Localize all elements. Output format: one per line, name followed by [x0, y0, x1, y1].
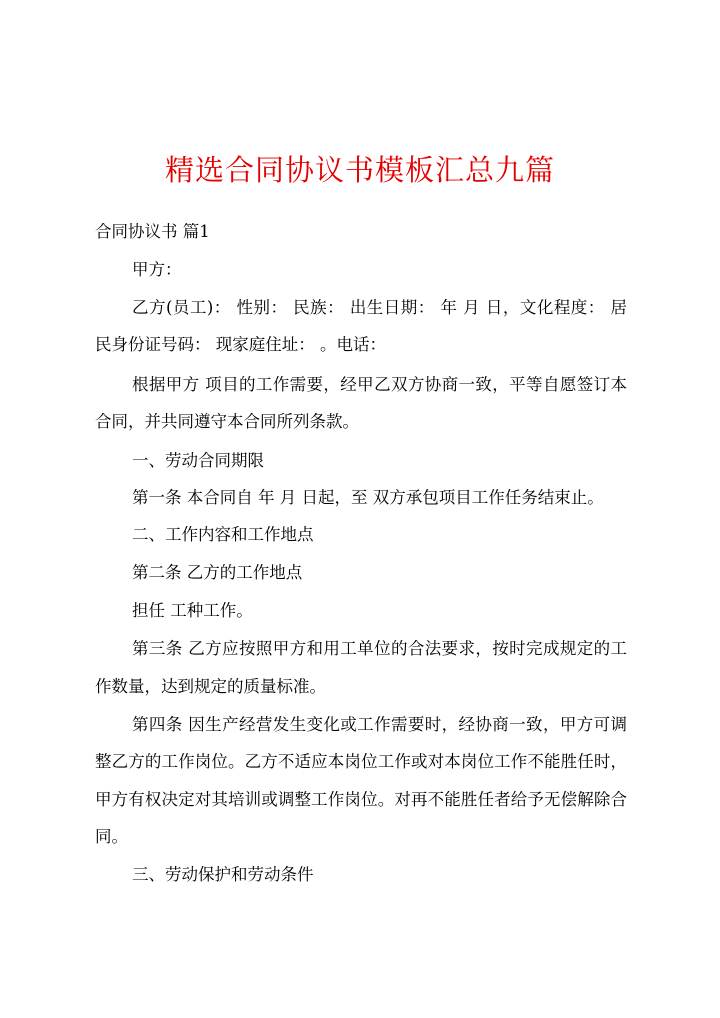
paragraph-line: 合同，并共同遵守本合同所列条款。 [95, 412, 359, 431]
paragraph-line: 担任 工种工作。 [132, 601, 253, 620]
paragraph-line: 第一条 本合同自 年 月 日起，至 双方承包项目工作任务结束止。 [132, 488, 604, 507]
paragraph-line: 整乙方的工作岗位。乙方不适应本岗位工作或对本岗位工作不能胜任时， [95, 752, 627, 771]
section-heading: 一、劳动合同期限 [132, 451, 264, 470]
section-heading: 合同协议书 篇1 [95, 222, 210, 241]
paragraph-line: 作数量，达到规定的质量标准。 [95, 677, 326, 696]
paragraph-line: 乙方(员工)： 性别： 民族： 出生日期： 年 月 日，文化程度： 居 [132, 298, 627, 317]
paragraph-line: 民身份证号码： 现家庭住址： 。电话： [95, 335, 386, 354]
paragraph-line: 第二条 乙方的工作地点 [132, 563, 303, 582]
paragraph-line: 同。 [95, 827, 128, 846]
document-title: 精选合同协议书模板汇总九篇 [164, 153, 555, 187]
paragraph-line: 第三条 乙方应按照甲方和用工单位的合法要求，按时完成规定的工 [132, 639, 627, 658]
section-heading: 二、工作内容和工作地点 [132, 525, 314, 544]
paragraph-line: 甲方： [132, 260, 182, 279]
paragraph-line: 第四条 因生产经营发生变化或工作需要时，经协商一致，甲方可调 [132, 715, 627, 734]
paragraph-line: 甲方有权决定对其培训或调整工作岗位。对再不能胜任者给予无偿解除合 [95, 790, 627, 809]
paragraph-line: 根据甲方 项目的工作需要，经甲乙双方协商一致，平等自愿签订本 [132, 375, 627, 394]
section-heading: 三、劳动保护和劳动条件 [132, 865, 314, 884]
